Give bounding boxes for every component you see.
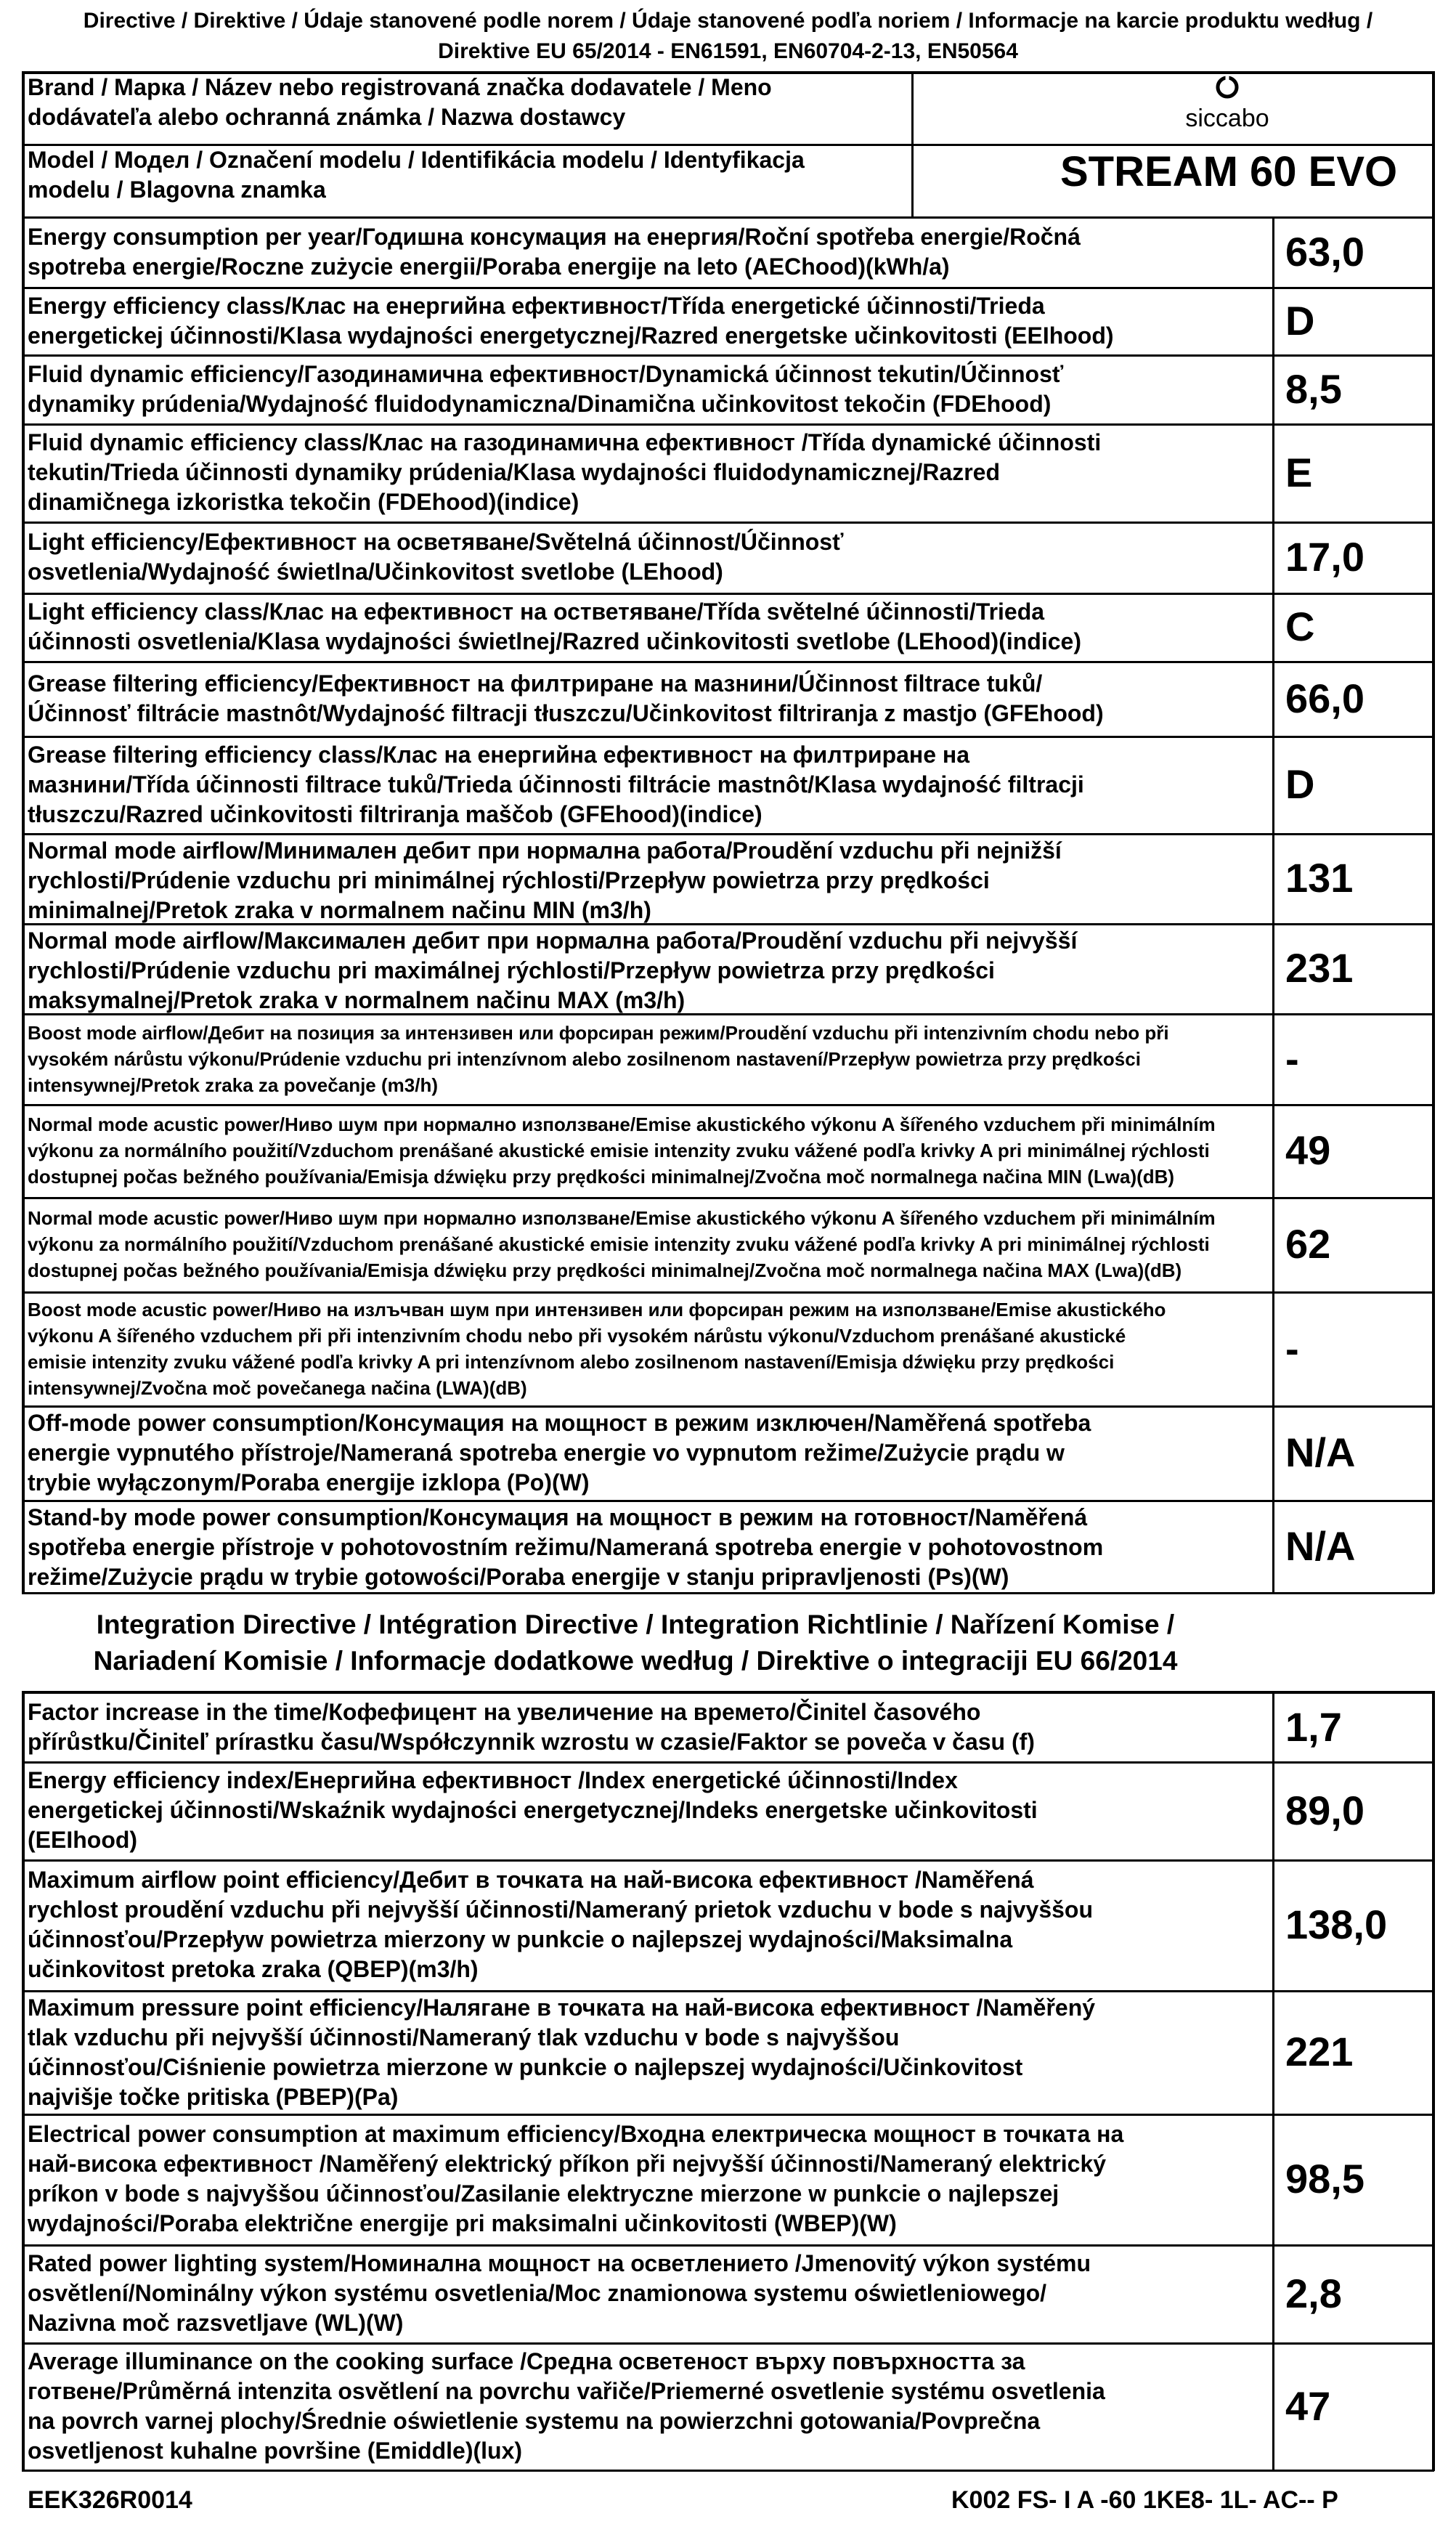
row-value: 8,5 [1285, 365, 1342, 412]
row-label [28, 1020, 1262, 1098]
row-label-line: Normal mode acustic power/Ниво шум при нормално използване/Emise akustického výkonu A šířeného vzduchem při minimálním [28, 1207, 1216, 1229]
row-label-line: dostupnej počas bežného používania/Emisja dźwięku przy prędkości minimalnej/Zvočna moč normalnega načina MAX (Lwa)(dB) [28, 1259, 1182, 1281]
row-value: - [1285, 1035, 1299, 1082]
row-label-line: učinkovitost pretoka zraka (QBEP)(m3/h) [28, 1956, 479, 1982]
row-label-line: trybie wyłączonym/Poraba energije izklopa (Po)(W) [28, 1469, 590, 1496]
row-label-line: výkonu A šířeného vzduchem při při intenzivním chodu nebo při vysokém nárůstu výkonu/Vzduchom prenášané akustické [28, 1324, 1126, 1347]
row-label-line: výkonu za normálního použití/Vzduchom prenášané akustické emisie intenzity zvuku vážené podľa krivky A pri minimálnej rýchlosti [28, 1233, 1210, 1255]
row-label-line: Maximum airflow point efficiency/Дебит в точката на най-висока ефективност /Naměřená [28, 1867, 1034, 1893]
row-label-line: osvetljenost kuhalne površine (Emiddle)(lux) [28, 2437, 523, 2464]
row-label-line: Nazivna moč razsvetljave (WL)(W) [28, 2310, 404, 2336]
row-label-line: Účinnosť filtrácie mastnôt/Wydajność filtracji tłuszczu/Učinkovitost filtriranja z mastjo (GFEhood) [28, 699, 1104, 726]
table-rule [22, 354, 1434, 357]
table-rule [22, 661, 1434, 663]
table-rule [911, 71, 914, 216]
table-rule [22, 923, 1434, 925]
row-value: 131 [1285, 855, 1354, 901]
row-label-line: (EEIhood) [28, 1827, 138, 1853]
row-label-line: energetickej účinnosti/Klasa wydajności energetycznej/Razred energetske učinkovitosti (EEIhood) [28, 322, 1114, 349]
row-label-line: Energy consumption per year/Годишна консумация на енергия/Roční spotřeba energie/Ročná [28, 223, 1081, 250]
model-value: STREAM 60 EVO [1060, 148, 1398, 195]
row-label-line: výkonu za normálního použití/Vzduchom prenášané akustické emisie intenzity zvuku vážené podľa krivky A pri minimálnej rýchlosti [28, 1140, 1210, 1161]
table-rule [22, 2342, 1434, 2345]
brand-label [28, 73, 1262, 132]
row-value: 231 [1285, 945, 1354, 991]
section2-title-line: Nariadení Komisie / Informacje dodatkowe według / Direktive o integraciji EU 66/2014 [93, 1646, 1178, 1676]
row-label [28, 669, 1262, 729]
row-label [28, 1865, 1262, 1984]
table-rule [22, 71, 1434, 74]
row-value: N/A [1285, 1522, 1356, 1569]
row-label [28, 1205, 1262, 1283]
row-label-line: tlak vzduchu při nejvyšší účinnosti/Nameraný tlak vzduchu v bode s najvyššou [28, 2024, 900, 2050]
footer-code-right: K002 FS- I A -60 1KE8- 1L- AC-- P [951, 2486, 1338, 2514]
row-value: 49 [1285, 1127, 1331, 1173]
row-label [28, 926, 1262, 1015]
row-label-line: най-висока ефективност /Naměřený elektrický příkon při nejvyšší účinnosti/Nameraný elektrický [28, 2151, 1107, 2177]
brand-logo [1155, 73, 1300, 131]
row-label-line: Grease filtering efficiency/Ефективност на филтриране на мазнини/Účinnost filtrace tuků/ [28, 670, 1043, 697]
table-rule [1432, 1691, 1435, 2471]
section2-title-line: Integration Directive / Intégration Directive / Integration Richtlinie / Nařízení Komise / [96, 1610, 1175, 1639]
row-value: 221 [1285, 2029, 1354, 2074]
row-label [28, 428, 1262, 517]
row-label-line: spotreba energie/Roczne zużycie energii/Poraba energije na leto (AEChood)(kWh/a) [28, 253, 950, 280]
model-label-line: Model / Модел / Označení modelu / Identifikácia modelu / Identyfikacja [28, 147, 805, 173]
table-rule [22, 2114, 1434, 2116]
row-label-line: rychlosti/Prúdenie vzduchu pri maximálnej rýchlosti/Przepływ powietrza przy prędkości [28, 957, 995, 983]
row-value: C [1285, 604, 1315, 649]
row-label-line: готвене/Průměrná intenzita osvětlení na povrchu vařiče/Priemerné osvetlenie systému osvetlenia [28, 2377, 1105, 2404]
row-label-line: Fluid dynamic efficiency/Газодинамична ефективност/Dynamická účinnost tekutin/Účinnosť [28, 360, 1064, 387]
row-label-line: dostupnej počas bežného používania/Emisja dźwięku przy prędkości minimalnej/Zvočna moč normalnega načina MIN (Lwa)(dB) [28, 1166, 1175, 1188]
row-label-line: vysokém nárůstu výkonu/Prúdenie vzduchu pri intenzívnom alebo zosilnenom nastavení/Przepływ powietrza przy prędkości [28, 1047, 1141, 1070]
row-value: 17,0 [1285, 534, 1365, 580]
table-rule [22, 1691, 1434, 1694]
row-label-line: wydajności/Poraba električne energije pri maksimalni učinkovitosti (WBEP)(W) [28, 2210, 897, 2236]
row-label-line: Grease filtering efficiency class/Клас на енергийна ефективност на филтриране на [28, 741, 970, 768]
row-label-line: Maximum pressure point efficiency/Налягане в точката на най-висока ефективност /Naměřený [28, 1995, 1096, 2021]
table-rule [1272, 1691, 1274, 2471]
row-value: 98,5 [1285, 2156, 1365, 2202]
footer-code-left: EEK326R0014 [28, 2486, 192, 2514]
table-rule [22, 522, 1434, 524]
row-label-line: Normal mode airflow/Минимален дебит при нормална работа/Proudění vzduchu při nejnižší [28, 837, 1062, 864]
row-value: 66,0 [1285, 675, 1365, 721]
table-rule [22, 1197, 1434, 1199]
table-rule [22, 833, 1434, 835]
row-label-line: rychlosti/Prúdenie vzduchu pri minimálnej rýchlosti/Przepływ powietrza przy prędkości [28, 867, 990, 893]
table-rule [22, 216, 1434, 219]
row-label-line: účinnosťou/Ciśnienie powietrza mierzone w punkcie o najlepszej wydajności/Učinkovitost [28, 2054, 1023, 2080]
row-label-line: spotřeba energie přístroje v pohotovostním režimu/Nameraná spotreba energie v pohotovostnom [28, 1534, 1104, 1560]
row-value: 138,0 [1285, 1902, 1388, 1947]
row-label-line: Fluid dynamic efficiency class/Клас на газодинамична ефективност /Třída dynamické účinnosti [28, 429, 1102, 455]
row-label [28, 1503, 1262, 1592]
header-line-2: Direktive EU 65/2014 - EN61591, EN60704-2-13, EN50564 [438, 39, 1018, 63]
table-rule [22, 1761, 1434, 1764]
row-label-line: Electrical power consumption at maximum efficiency/Входна електрическа мощност в точката на [28, 2121, 1124, 2147]
row-label-line: minimalnej/Pretok zraka v normalnem načinu MIN (m3/h) [28, 897, 651, 923]
row-label [28, 360, 1262, 419]
row-label-line: osvětlení/Nominálny výkon systému osvetlenia/Moc znamionowa systemu oświetleniowego/ [28, 2280, 1047, 2306]
row-label-line: dinamičnega izkoristka tekočin (FDEhood)(indice) [28, 489, 579, 515]
row-value: - [1285, 1325, 1299, 1371]
row-label [28, 2119, 1262, 2239]
table-rule [22, 1691, 25, 2471]
row-label-line: Average illuminance on the cooking surface /Средна осветеност върху повърхността за [28, 2348, 1025, 2374]
row-value: 63,0 [1285, 228, 1365, 275]
row-label-line: rychlost proudění vzduchu při nejvyšší účinnosti/Nameraný prietok vzduchu v bode s najvyššou [28, 1896, 1094, 1923]
table-rule [22, 1990, 1434, 1992]
row-label [28, 740, 1262, 829]
row-label [28, 836, 1262, 925]
table-rule [22, 2470, 1434, 2472]
row-label-line: přírůstku/Činiteľ prírastku času/Współczynnik wzrostu w czasie/Faktor se poveča v času (f) [28, 1728, 1035, 1755]
row-label [28, 1766, 1262, 1855]
table-rule [22, 423, 1434, 426]
row-label-line: tłuszczu/Razred učinkovitosti filtriranja maščob (GFEhood)(indice) [28, 800, 762, 827]
row-label [28, 1993, 1262, 2112]
row-label-line: najvišje točke pritiska (PBEP)(Pa) [28, 2084, 399, 2110]
row-label-line: intensywnej/Pretok zraka za povečanje (m3/h) [28, 1074, 438, 1096]
row-label [28, 1697, 1262, 1757]
section2-title [0, 1607, 1271, 1679]
row-label [28, 2249, 1262, 2338]
row-label [28, 527, 1262, 587]
row-label [28, 597, 1262, 657]
row-value: N/A [1285, 1429, 1356, 1475]
row-value: 47 [1285, 2382, 1331, 2429]
row-label-line: účinnosťou/Przepływ powietrza mierzony w punkcie o najlepszej wydajności/Maksimalna [28, 1926, 1013, 1952]
table-rule [22, 144, 1434, 146]
table-rule [22, 593, 1434, 595]
table-rule [22, 1405, 1434, 1408]
row-label-line: emisie intenzity zvuku vážené podľa krivky A pri intenzívnom alebo zosilnenom nastavení/Emisja dźwięku przy prędkości [28, 1350, 1115, 1373]
row-label-line: osvetlenia/Wydajność świetlna/Učinkovitost svetlobe (LEhood) [28, 559, 723, 585]
header-line-1: Directive / Direktive / Údaje stanovené podle norem / Údaje stanovené podľa noriem / Informacje na karcie produktu według / [83, 9, 1373, 33]
row-label-line: Boost mode airflow/Дебит на позиция за интензивен или форсиран режим/Proudění vzduchu při intenzivním chodu nebo při [28, 1021, 1169, 1044]
brand-label-line: dodávateľa alebo ochranná známka / Nazwa dostawcy [28, 104, 626, 130]
row-label [28, 1408, 1262, 1498]
siccabo-logo-icon [1213, 73, 1242, 102]
row-label-line: účinnosti osvetlenia/Klasa wydajności świetlnej/Razred učinkovitosti svetlobe (LEhood)(indice) [28, 628, 1081, 654]
row-label [28, 1297, 1262, 1401]
row-label [28, 1111, 1262, 1190]
row-label-line: tekutin/Trieda účinnosti dynamiky prúdenia/Klasa wydajności fluidodynamicznej/Razred [28, 459, 1000, 485]
row-label-line: Light efficiency/Ефективност на осветяване/Světelná účinnost/Účinnosť [28, 529, 844, 555]
brand-label-line: Brand / Марка / Název nebo registrovaná značka dodavatele / Meno [28, 74, 772, 100]
row-label-line: Energy efficiency class/Клас на енергийна ефективност/Třída energetické účinnosti/Trieda [28, 292, 1045, 319]
row-label-line: Energy efficiency index/Енергийна ефективност /Index energetické účinnosti/Index [28, 1767, 958, 1793]
row-label [28, 222, 1262, 282]
row-label-line: režime/Zużycie prądu w trybie gotowości/Poraba energije v stanju pripravljenosti (Ps)(W) [28, 1564, 1009, 1590]
row-label-line: energie vypnutého přístroje/Nameraná spotreba energie vo vypnutom režime/Zużycie prądu w [28, 1440, 1065, 1466]
row-label-line: Off-mode power consumption/Консумация на мощност в режим изключен/Naměřená spotřeba [28, 1410, 1091, 1436]
row-label-line: Stand-by mode power consumption/Консумация на мощност в режим на готовност/Naměřená [28, 1504, 1088, 1530]
table-rule [22, 1104, 1434, 1106]
row-label-line: Factor increase in the time/Кофефицент на увеличение на времето/Činitel časového [28, 1698, 981, 1725]
row-label-line: мазнини/Třída účinnosti filtrace tuků/Trieda účinnosti filtrácie mastnôt/Klasa wydajność filtracji [28, 771, 1084, 798]
row-value: 2,8 [1285, 2270, 1342, 2316]
row-label-line: Boost mode acustic power/Ниво на излъчван шум при интензивен или форсиран режим на използване/Emise akustického [28, 1298, 1166, 1320]
row-label-line: energetickej účinnosti/Wskaźnik wydajności energetycznej/Indeks energetske učinkovitosti [28, 1797, 1038, 1823]
row-value: 62 [1285, 1221, 1331, 1267]
row-label-line: Rated power lighting system/Номинална мощност на осветлението /Jmenovitý výkon systému [28, 2250, 1091, 2276]
table-rule [1272, 216, 1274, 1594]
table-rule [22, 1592, 1434, 1594]
row-value: E [1285, 449, 1313, 495]
row-label-line: Normal mode airflow/Максимален дебит при нормална работа/Proudění vzduchu při nejvyšší [28, 928, 1078, 954]
table-rule [22, 71, 25, 1594]
row-label-line: na povrch varnej plochy/Średnie oświetlenie systemu na powierzchni gotowania/Povprečna [28, 2407, 1041, 2434]
document-header [0, 6, 1456, 67]
row-value: D [1285, 761, 1315, 807]
table-rule [22, 1500, 1434, 1502]
table-rule [22, 287, 1434, 289]
table-rule [22, 1013, 1434, 1015]
table-rule [22, 1859, 1434, 1862]
table-rule [22, 2244, 1434, 2247]
row-label-line: intensywnej/Zvočna moč povečanega načina (LWA)(dB) [28, 1376, 527, 1399]
row-value: 89,0 [1285, 1787, 1365, 1833]
row-label [28, 291, 1262, 351]
row-label-line: príkon v bode s najvyššou účinnosťou/Zasilanie elektryczne mierzone w punkcie o najlepszej [28, 2180, 1060, 2207]
row-label-line: Light efficiency class/Клас на ефективност на остветяване/Třída světelné účinnosti/Trieda [28, 598, 1045, 625]
row-value: D [1285, 297, 1315, 344]
model-label-line: modelu / Blagovna znamka [28, 176, 326, 203]
brand-name: siccabo [1185, 105, 1269, 132]
table-rule [1432, 71, 1435, 1594]
row-label-line: maksymalnej/Pretok zraka v normalnem načinu MAX (m3/h) [28, 987, 686, 1013]
row-value: 1,7 [1285, 1703, 1342, 1750]
table-rule [22, 1291, 1434, 1294]
table-rule [22, 736, 1434, 738]
row-label [28, 2347, 1262, 2466]
row-label-line: dynamiky prúdenia/Wydajność fluidodynamiczna/Dinamična učinkovitost tekočin (FDEhood) [28, 390, 1052, 417]
row-label-line: Normal mode acustic power/Ниво шум при нормално използване/Emise akustického výkonu A šířeného vzduchem při minimálním [28, 1113, 1216, 1135]
